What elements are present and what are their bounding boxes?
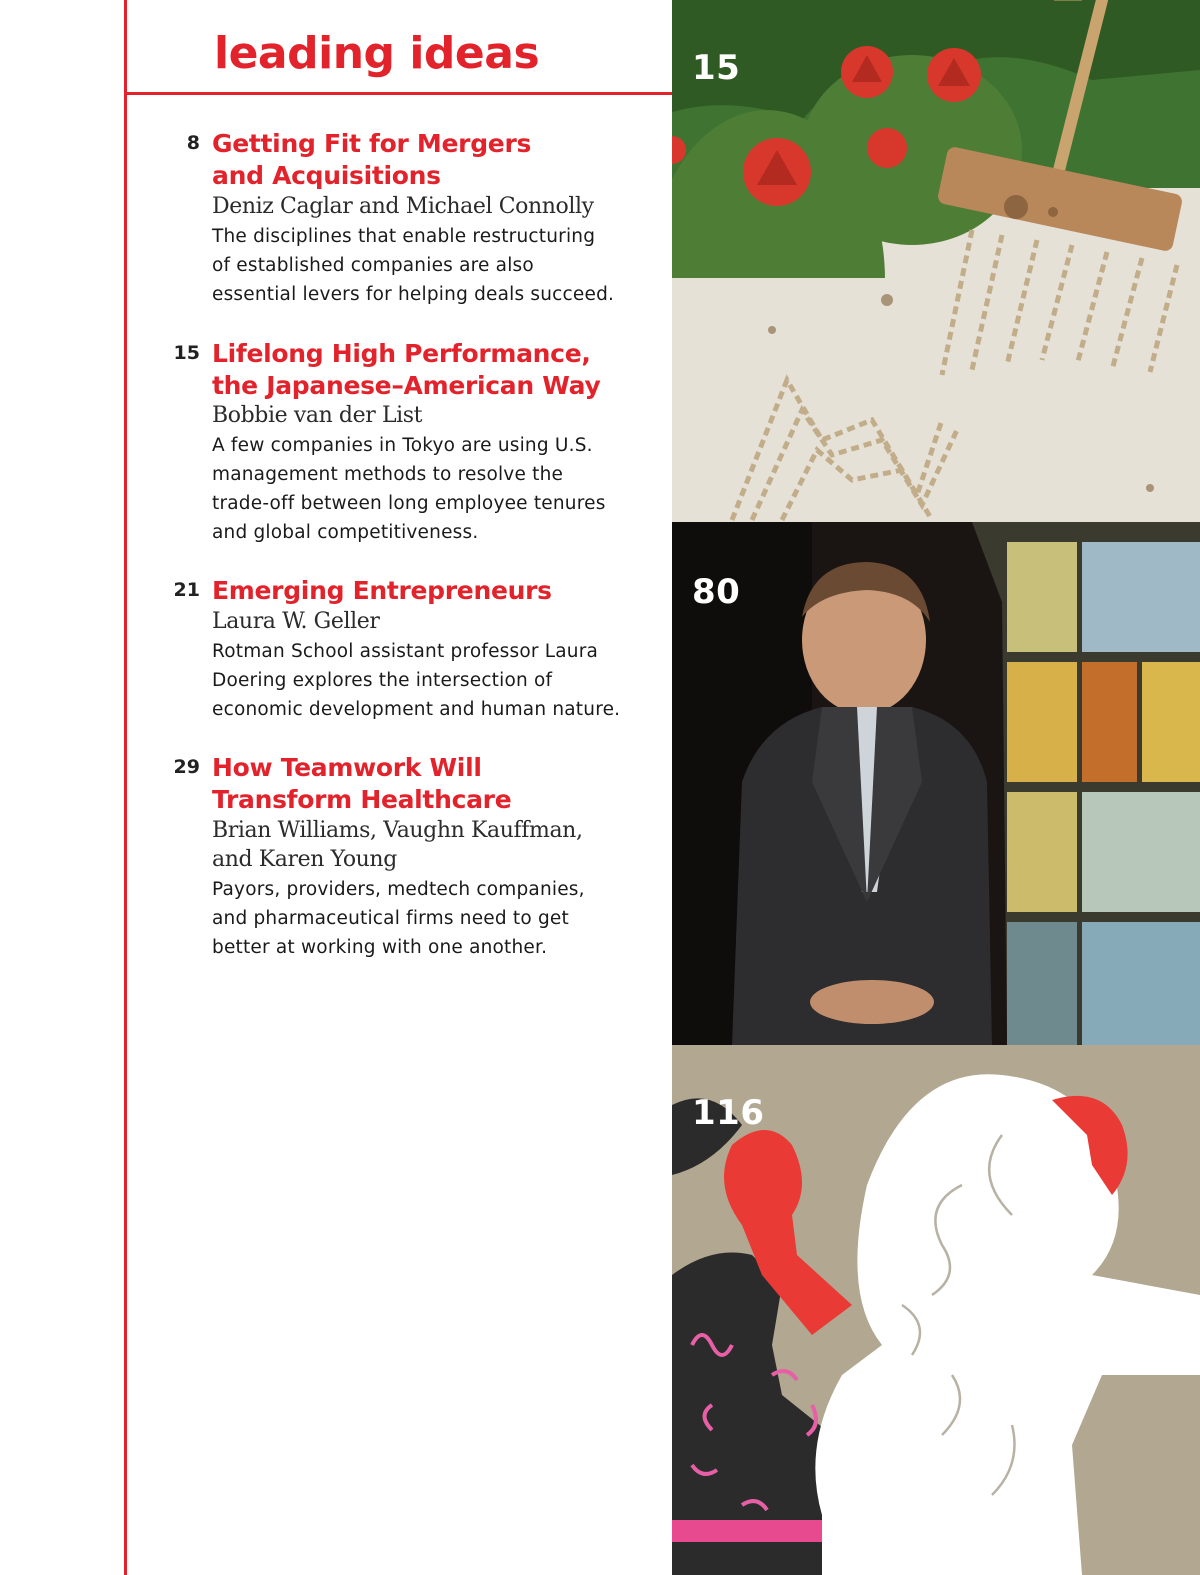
entry-description: Payors, providers, medtech companies, and pharmaceutical firms need to get better at working with one another. — [212, 879, 585, 958]
entry-description: Rotman School assistant professor Laura Doering explores the intersection of economic development and human nature. — [212, 641, 621, 720]
header-rule — [124, 92, 675, 95]
panel-page-number: 15 — [692, 48, 741, 88]
panel-portrait-photo[interactable] — [672, 522, 1200, 1045]
panel-rake-illustration[interactable] — [672, 0, 1200, 522]
portrait-photo-icon — [672, 522, 1200, 1045]
entry-description: A few companies in Tokyo are using U.S. management methods to resolve the trade-off between long employee tenures and global competitiveness. — [212, 435, 606, 543]
entry-page-number: 29 — [173, 756, 200, 778]
entry-description: The disciplines that enable restructuring of established companies are also essential levers for helping deals succeed. — [212, 226, 615, 305]
entry-authors: Laura W. Geller — [212, 609, 380, 634]
left-rule — [124, 0, 127, 1575]
entry-authors: Deniz Caglar and Michael Connolly — [212, 194, 594, 219]
panel-page-number: 116 — [692, 1093, 765, 1133]
entry-page-number: 15 — [173, 342, 200, 364]
section-title: leading ideas — [214, 28, 540, 79]
panel-figures-illustration[interactable] — [672, 1045, 1200, 1575]
entry-authors: Bobbie van der List — [212, 403, 423, 428]
entry-title[interactable]: Lifelong High Performance, the Japanese–American Way — [212, 339, 601, 400]
entry-title[interactable]: How Teamwork Will Transform Healthcare — [212, 753, 512, 814]
entry-title[interactable]: Getting Fit for Mergers and Acquisitions — [212, 129, 532, 190]
panel-page-number: 80 — [692, 572, 741, 612]
entry-authors: Brian Williams, Vaughn Kauffman, and Karen Young — [212, 818, 583, 872]
rake-garden-icon — [672, 0, 1200, 522]
entry-page-number: 8 — [186, 132, 200, 154]
entry-page-number: 21 — [173, 579, 200, 601]
entry-title[interactable]: Emerging Entrepreneurs — [212, 576, 552, 605]
